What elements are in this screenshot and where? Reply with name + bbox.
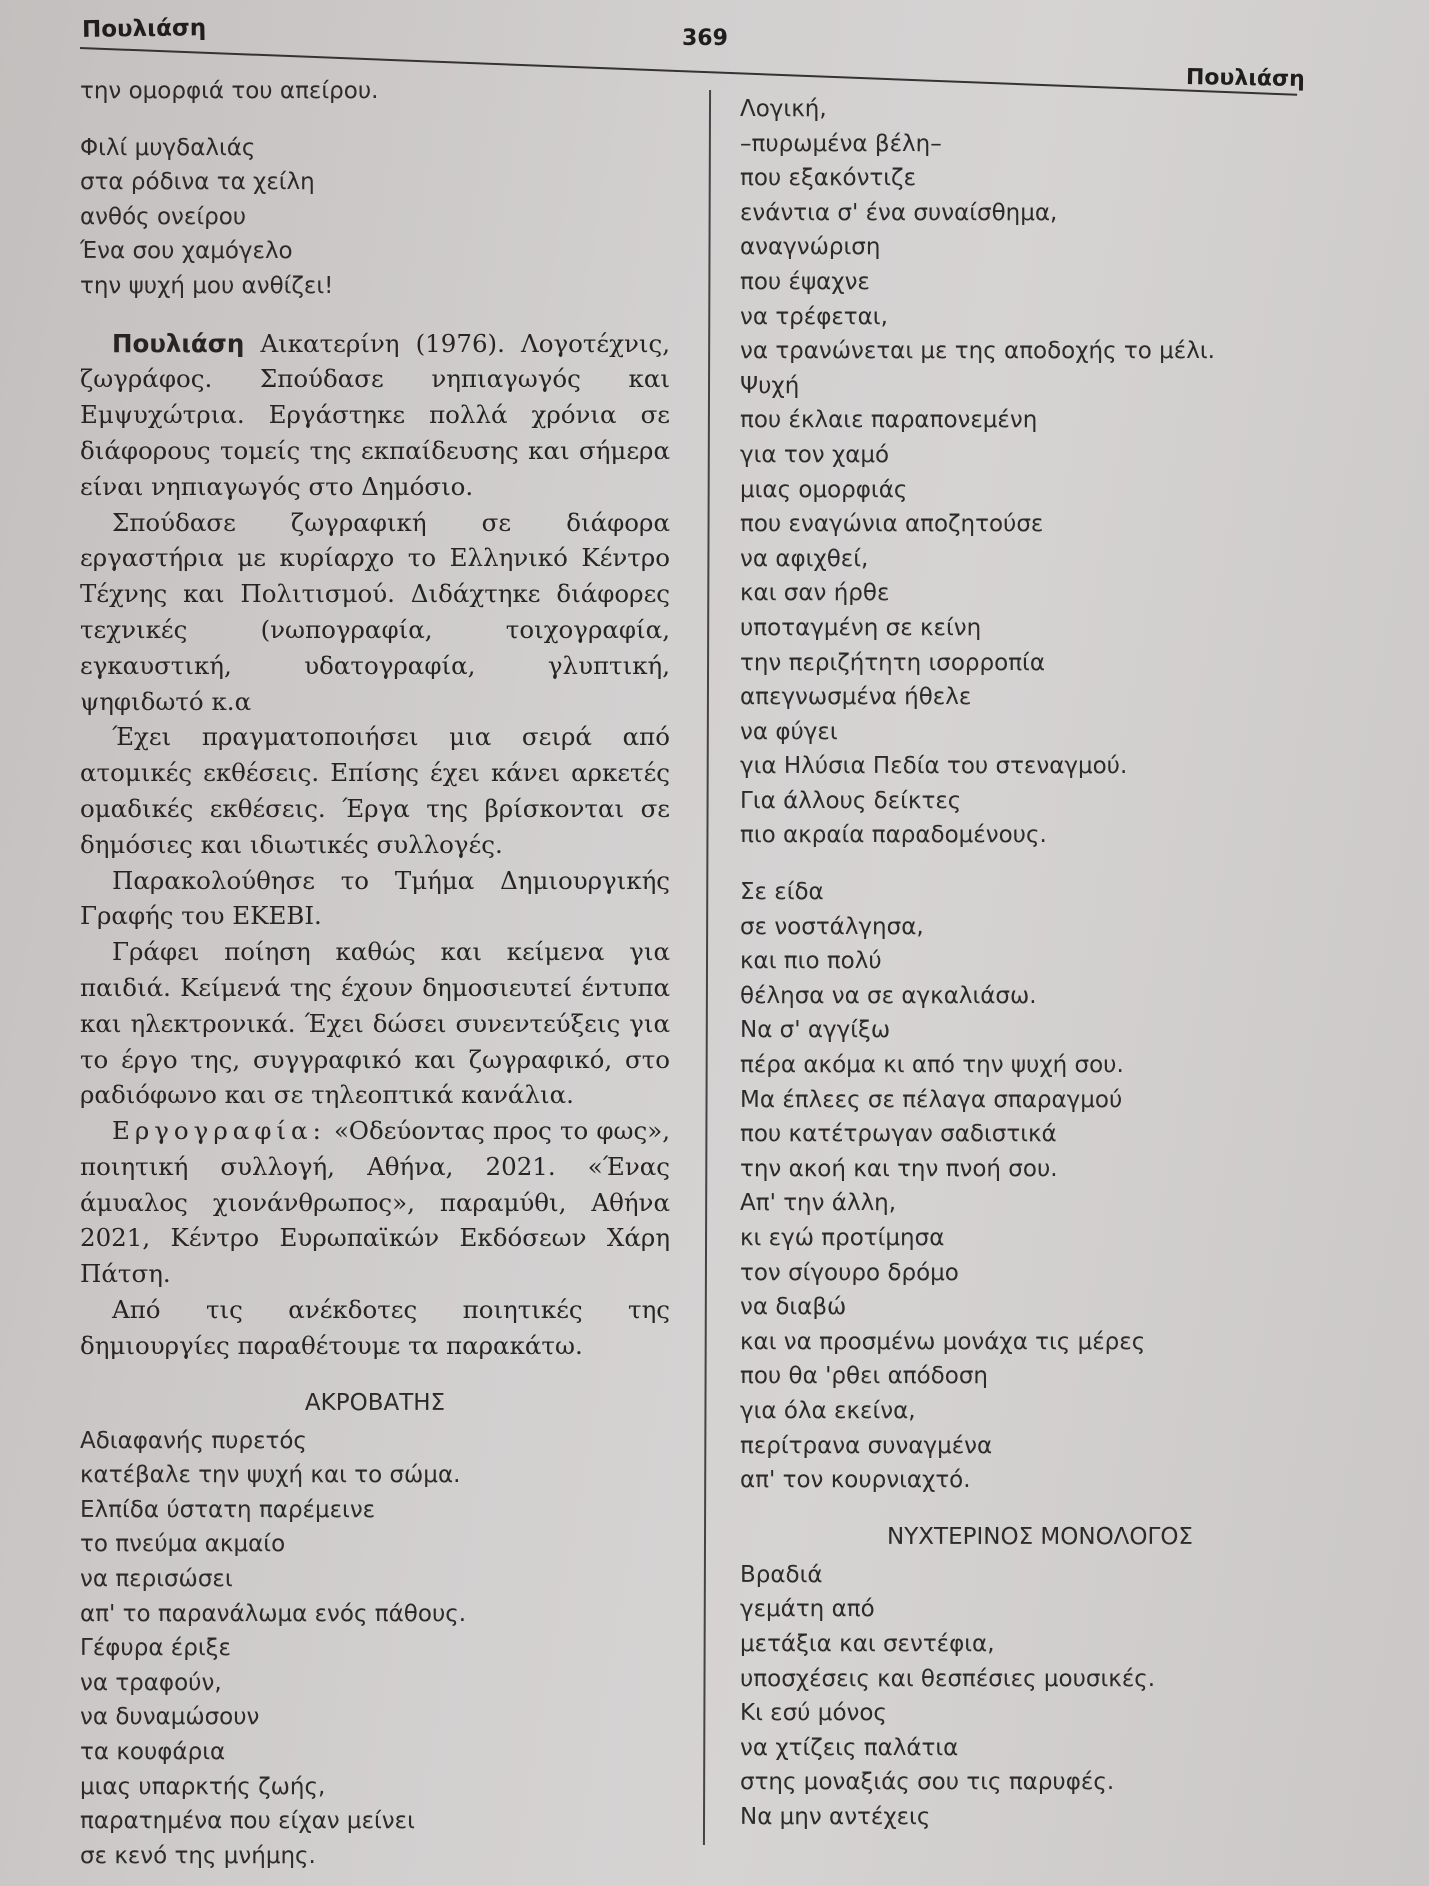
left-column bbox=[80, 74, 670, 1873]
poem-line: αναγνώριση bbox=[740, 234, 881, 261]
poem-stanza bbox=[740, 875, 1340, 1498]
poem-line: να διαβώ bbox=[740, 1294, 847, 1321]
poem-line: θέλησα να σε αγκαλιάσω. bbox=[740, 982, 1037, 1009]
poem-line: πέρα ακόμα κι από την ψυχή σου. bbox=[740, 1052, 1124, 1079]
poem-line: Κι εσύ μόνος bbox=[740, 1700, 887, 1727]
poem-line: μετάξια και σεντέφια, bbox=[740, 1630, 995, 1657]
poem-line: που εναγώνια αποζητούσε bbox=[740, 511, 1044, 538]
poem-line: την περιζήτητη ισορροπία bbox=[740, 649, 1045, 676]
poem-line: τον σίγουρο δρόμο bbox=[740, 1259, 959, 1286]
poem-line: Σε είδα bbox=[740, 879, 824, 906]
poem-line: να τρανώνεται με της αποδοχής το μέλι. bbox=[740, 338, 1215, 365]
bio-paragraph: Έχει πραγματοποιήσει μια σειρά από ατομικές εκθέσεις. Επίσης έχει κάνει αρκετές ομαδικές εκθέσεις. Έργα της βρίσκονται σε δημόσιες και ιδιωτικές συλλογές. bbox=[80, 722, 670, 859]
poem-line: Για άλλους δείκτες bbox=[740, 787, 962, 814]
poem-line: τα κουφάρια bbox=[80, 1739, 226, 1766]
poem-line: Γέφυρα έριξε bbox=[80, 1635, 231, 1662]
poem-line: Να σ' αγγίξω bbox=[740, 1017, 891, 1044]
poem-line: παρατημένα που είχαν μείνει bbox=[80, 1808, 415, 1835]
poem-line: Βραδιά bbox=[740, 1561, 823, 1588]
poem-line: την ψυχή μου ανθίζει! bbox=[80, 272, 334, 299]
poem-line: για Ηλύσια Πεδία του στεναγμού. bbox=[740, 753, 1128, 780]
poem-line: μιας ομορφιάς bbox=[740, 476, 908, 503]
running-head-left: Πουλιάση bbox=[81, 15, 207, 43]
poem-line: Αδιαφανής πυρετός bbox=[80, 1427, 307, 1454]
poem-line: να τρέφεται, bbox=[740, 303, 888, 330]
poem-line: Να μην αντέχεις bbox=[740, 1803, 931, 1830]
poem-body bbox=[740, 1558, 1340, 1835]
bio-paragraph: Από τις ανέκδοτες ποιητικές της δημιουργίες παραθέτουμε τα παρακάτω. bbox=[80, 1295, 670, 1360]
poem-line: που έκλαιε παραπονεμένη bbox=[740, 407, 1038, 434]
poem-title: ΝΥΧΤΕΡΙΝΟΣ ΜΟΝΟΛΟΓΟΣ bbox=[887, 1523, 1193, 1550]
poem-line: που έψαχνε bbox=[740, 268, 870, 295]
poem-line: απεγνωσμένα ήθελε bbox=[740, 684, 972, 711]
author-bio bbox=[80, 326, 670, 1364]
poem-line: να περισώσει bbox=[80, 1566, 233, 1593]
bibliography-paragraph: Εργογραφία: «Οδεύοντας προς το φως», ποιητική συλλογή, Αθήνα, 2021. «Ένας άμυαλος χιονάνθρωπος», παραμύθι, Αθήνα 2021, Κέντρο Ευρωπαϊκών Εκδόσεων Χάρη Πάτση. bbox=[80, 1116, 670, 1289]
bibliography-label: Εργογραφία: bbox=[112, 1116, 326, 1146]
poem-line: μιας υπαρκτής ζωής, bbox=[80, 1773, 326, 1800]
bio-paragraph: Γράφει ποίηση καθώς και κείμενα για παιδιά. Κείμενά της έχουν δημοσιευτεί έντυπα και ηλεκτρονικά. Έχει δώσει συνεντεύξεις για το έργο της, συγγραφικό και ζωγραφικό, στο ραδιόφωνο και σε τηλεοπτικά κανάλια. bbox=[80, 937, 670, 1110]
author-name: Πουλιάση bbox=[112, 328, 245, 358]
poem-line: Φιλί μυγδαλιάς bbox=[80, 134, 256, 161]
poem-line: να αφιχθεί, bbox=[740, 545, 869, 572]
poem-line: να χτίζεις παλάτια bbox=[740, 1734, 959, 1761]
poem-line: υποσχέσεις και θεσπέσιες μουσικές. bbox=[740, 1665, 1156, 1692]
poem-stanza bbox=[80, 131, 670, 304]
bio-paragraph: Παρακολούθησε το Τμήμα Δημιουργικής Γραφής του ΕΚΕΒΙ. bbox=[80, 865, 670, 931]
right-column bbox=[740, 92, 1340, 1835]
poem-line: να δυναμώσουν bbox=[80, 1704, 260, 1731]
poem-title: ΑΚΡΟΒΑΤΗΣ bbox=[304, 1389, 446, 1416]
poem-line: Λογική, bbox=[740, 96, 827, 122]
poem-line: Απ' την άλλη, bbox=[740, 1190, 897, 1217]
poem-line: Ελπίδα ύστατη παρέμεινε bbox=[80, 1496, 376, 1523]
poem-line: πιο ακραία παραδομένους. bbox=[740, 822, 1047, 849]
poem-line: υποταγμένη σε κείνη bbox=[740, 614, 982, 641]
poem-line: Μα έπλεες σε πέλαγα σπαραγμού bbox=[740, 1086, 1123, 1113]
poem-line: που θα 'ρθει απόδοση bbox=[740, 1363, 988, 1390]
poem-stanza bbox=[740, 92, 1340, 853]
poem-line: που κατέτρωγαν σαδιστικά bbox=[740, 1121, 1057, 1148]
poem-line: σε νοστάλγησα, bbox=[740, 913, 924, 940]
poem-line: για τον χαμό bbox=[740, 441, 890, 468]
poem-line: στα ρόδινα τα χείλη bbox=[80, 169, 315, 196]
poem-line: για όλα εκείνα, bbox=[740, 1397, 916, 1424]
poem-line: να φύγει bbox=[740, 718, 838, 745]
bio-paragraph: Πουλιάση Αικατερίνη (1976). Λογοτέχνις, ζωγράφος. Σπούδασε νηπιαγωγός και Εμψυχώτρια. Εργάστηκε πολλά χρόνια σε διάφορους τομείς της εκπαίδευσης και σήμερα είναι νηπιαγωγός στο Δημόσιο. bbox=[80, 328, 670, 501]
poem-line: και να προσμένω μονάχα τις μέρες bbox=[740, 1328, 1146, 1355]
poem-line: και σαν ήρθε bbox=[740, 580, 890, 607]
poem-line: Ψυχή bbox=[740, 372, 800, 399]
poem-line: απ' το παρανάλωμα ενός πάθους. bbox=[80, 1600, 467, 1627]
poem-line: σε κενό της μνήμης. bbox=[80, 1842, 316, 1869]
poem-line: που εξακόντιζε bbox=[740, 165, 917, 192]
poem-body bbox=[80, 1424, 670, 1874]
poem-line: περίτρανα συναγμένα bbox=[740, 1432, 993, 1459]
poem-line: και πιο πολύ bbox=[740, 948, 882, 975]
poem-line: στης μοναξιάς σου τις παρυφές. bbox=[740, 1769, 1115, 1796]
poem-line: –πυρωμένα βέλη– bbox=[740, 130, 942, 157]
poem-line: την ακοή και την πνοή σου. bbox=[740, 1155, 1058, 1182]
poem-line: να τραφούν, bbox=[80, 1669, 222, 1696]
poem-line: την ομορφιά του απείρου. bbox=[80, 78, 379, 104]
poem-line: κατέβαλε την ψυχή και το σώμα. bbox=[80, 1462, 461, 1489]
running-head-right: Πουλιάση bbox=[1185, 64, 1306, 93]
poem-line: κι εγώ προτίμησα bbox=[740, 1225, 945, 1251]
poem-line: γεμάτη από bbox=[740, 1596, 875, 1623]
column-divider bbox=[703, 90, 711, 1845]
poem-line: ενάντια σ' ένα συναίσθημα, bbox=[740, 199, 1058, 226]
page-number: 369 bbox=[682, 26, 728, 51]
poem-line: Ένα σου χαμόγελο bbox=[80, 238, 293, 265]
opening-lines bbox=[80, 74, 670, 109]
poem-line: ανθός ονείρου bbox=[80, 203, 247, 230]
poem-line: το πνεύμα ακμαίο bbox=[80, 1531, 286, 1558]
poem-line: απ' τον κουρνιαχτό. bbox=[740, 1467, 971, 1494]
bio-paragraph: Σπούδασε ζωγραφική σε διάφορα εργαστήρια με κυρίαρχο το Ελληνικό Κέντρο Τέχνης και Πολιτισμού. Διδάχτηκε διάφορες τεχνικές (νωπογραφία, τοιχογραφία, εγκαυστική, υδατογραφία, γλυπτική, ψηφιδωτό κ.α bbox=[80, 507, 670, 716]
